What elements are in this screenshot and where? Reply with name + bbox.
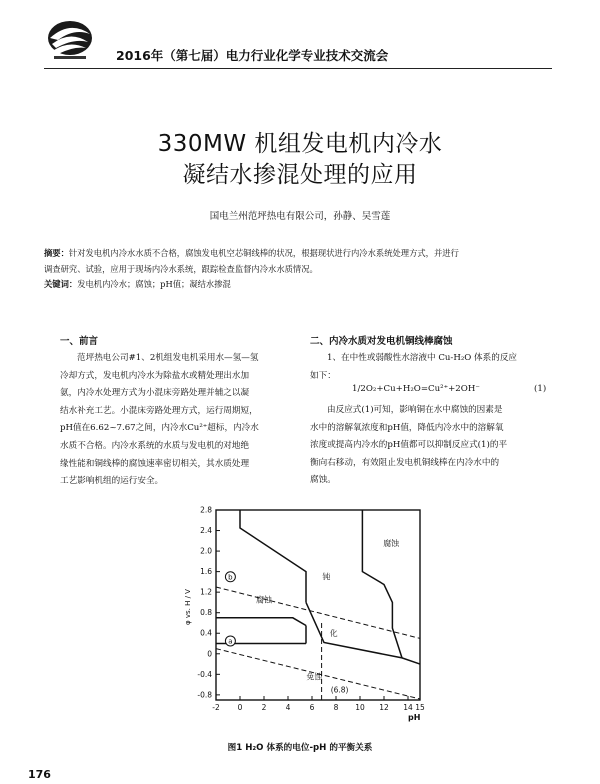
y-tick-label: 0.4 [200, 628, 212, 638]
series-line-boundary-right [362, 510, 402, 658]
section2-intro [310, 350, 517, 385]
y-tick-label: 0 [207, 649, 212, 659]
keywords: 发电机内冷水；腐蚀；pH值；凝结水掺混 [77, 279, 231, 289]
x-tick-label: 14 [403, 703, 413, 712]
abstract [44, 246, 554, 293]
x-tick-label: 8 [333, 703, 339, 712]
abstract-label: 摘要： [44, 248, 69, 258]
region-label: 腐蚀 [256, 595, 272, 605]
section2-line: 1、在中性或弱酸性水溶液中 Cu-H₂O 体系的反应 [327, 353, 518, 363]
y-tick-label: 2.4 [200, 526, 212, 536]
section2-body [310, 402, 507, 490]
conference-header-title: 2016年（第七届）电力行业化学专业技术交流会 [116, 48, 389, 63]
y-tick-label: 1.2 [200, 587, 212, 597]
x-tick-label: 10 [355, 703, 365, 712]
abstract-line1: 针对发电机内冷水水质不合格，腐蚀发电机空芯铜线棒的状况，根据现状进行内冷水系统处理方式，并进行 [68, 248, 459, 258]
section1-line: 缘性能和铜线棒的腐蚀速率密切相关，其水质处理 [60, 458, 250, 469]
region-label: 免蚀 [306, 672, 323, 682]
x-tick-label: 12 [379, 703, 389, 712]
page-number: 176 [28, 768, 51, 781]
paper-title-line1: 330MW 机组发电机内冷水 [157, 131, 443, 157]
section1-line: 氨，内冷水处理方式为小混床旁路处理并辅之以凝 [60, 388, 250, 399]
y-tick-label: 0.8 [200, 608, 212, 618]
y-tick-label: 2.8 [200, 505, 212, 515]
equation-1-number: (1) [534, 384, 547, 394]
paper-title-line2: 凝结水掺混处理的应用 [182, 162, 418, 188]
section2-line: 衡向右移动，有效阻止发电机铜线棒在内冷水中的 [310, 457, 500, 468]
annotation-ph-6-8: (6.8) [330, 685, 349, 695]
region-label: 钝 [322, 572, 331, 582]
header-rule [44, 68, 552, 69]
section2-heading: 二、内冷水质对发电机铜线棒腐蚀 [310, 336, 453, 347]
region-label: 化 [329, 628, 338, 638]
section1-line: 水质不合格。内冷水系统的水质与发电机的对地绝 [60, 440, 250, 451]
series-line-boundary-cu2o [306, 602, 420, 664]
section1-line: 结水补充工艺。小混床旁路处理方式，运行周期短， [60, 405, 258, 416]
section1-line: 冷却方式，发电机内冷水为除盐水或精处理出水加 [60, 370, 250, 381]
y-tick-label: 1.6 [200, 567, 212, 577]
x-tick-label: 4 [285, 703, 291, 712]
y-tick-label: -0.8 [197, 690, 212, 700]
x-tick-label: 15 [415, 703, 425, 712]
x-tick-label: 0 [237, 703, 243, 712]
series-line-boundary-mid [216, 618, 306, 626]
y-tick-label: -0.4 [197, 669, 212, 679]
region-label: 腐蚀 [383, 538, 400, 548]
line-label-a: a [228, 637, 233, 646]
section1-line: pH值在6.62~7.67之间，内冷水Cu²⁺超标，内冷水 [60, 423, 259, 434]
line-label-b: b [228, 573, 233, 582]
section2-line: 腐蚀。 [310, 475, 336, 486]
equation-1: 1/2O₂+Cu+H₂O=Cu²⁺+2OH⁻ [352, 384, 480, 394]
section2-line: 浓度或提高内冷水的pH值都可以抑制反应式(1)的平 [310, 440, 508, 451]
x-tick-label: 6 [309, 703, 315, 712]
pourbaix-diagram [180, 500, 440, 730]
y-tick-label: 2.0 [200, 546, 212, 556]
section1-line: 范坪热电公司#1、2机组发电机采用水—氢—氢 [77, 353, 259, 363]
section2-line: 水中的溶解氧浓度和pH值，降低内冷水中的溶解氧 [310, 422, 504, 433]
x-tick-label: 2 [261, 703, 267, 712]
conference-logo [44, 16, 96, 64]
y-axis-label: φ vs. H / V [184, 589, 192, 625]
section1-body [60, 350, 259, 491]
keywords-label: 关键词： [44, 279, 78, 289]
figure-caption: 图1 H₂O 体系的电位-pH 的平衡关系 [227, 743, 373, 753]
x-tick-label: -2 [212, 703, 220, 712]
section1-line: 工艺影响机组的运行安全。 [60, 476, 164, 487]
abstract-line2: 调查研究、试验，应用于现场内冷水系统，跟踪检查监督内冷水水质情况。 [44, 263, 318, 274]
section2-line: 由反应式(1)可知，影响铜在水中腐蚀的因素是 [327, 405, 503, 415]
paper-authors: 国电兰州范坪热电有限公司，孙静、吴雪莲 [209, 211, 391, 222]
series-line-boundary-upper [240, 510, 306, 605]
section2-line: 如下： [310, 370, 336, 381]
section1-heading: 一、前言 [60, 336, 99, 347]
x-axis-label: pH [408, 713, 421, 722]
